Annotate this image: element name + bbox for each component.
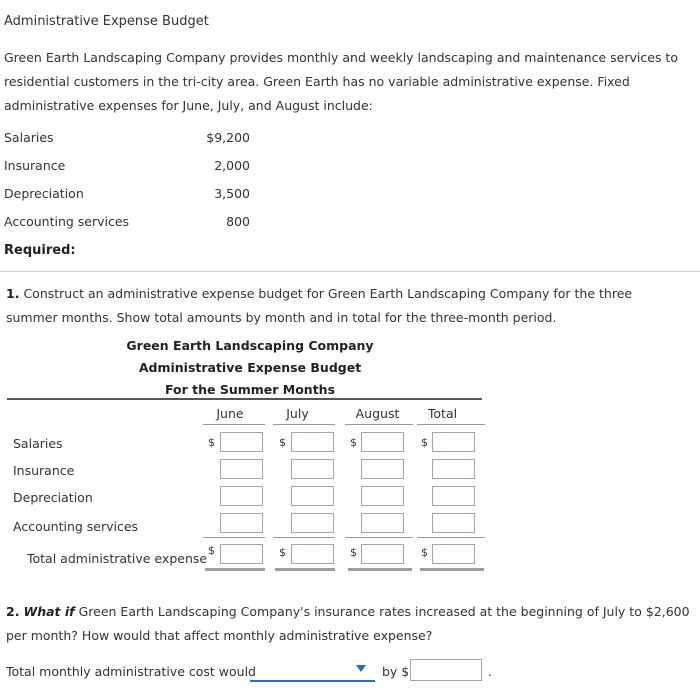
column-rule-june [203,424,265,425]
total-double-rule [348,568,412,571]
dollar-sign: $ [421,546,428,559]
depreciation-july-input[interactable] [291,486,334,506]
total-double-rule [275,568,335,571]
effect-dropdown[interactable] [250,680,375,682]
question-1 [6,282,686,330]
expense-value-accounting: 800 [226,214,250,229]
column-total: Total [427,406,458,421]
trailing-period: . [488,664,492,679]
question-2-what-if: What if [23,604,75,619]
column-august: August [355,406,400,421]
column-rule-august [345,424,413,425]
subtotal-rule [417,537,485,538]
expense-label-salaries: Salaries [4,130,54,145]
question-1-text: Construct an administrative expense budget for Green Earth Landscaping Company for the three summer months. Show total amounts by month and in total for the three-month period. [6,286,633,325]
accounting-june-input[interactable] [220,513,263,533]
insurance-august-input[interactable] [361,459,404,479]
depreciation-june-input[interactable] [220,486,263,506]
subtotal-rule [203,537,265,538]
change-amount-input[interactable] [410,659,482,681]
row-label-accounting: Accounting services [13,519,139,534]
column-june: June [216,406,244,421]
dollar-sign: $ [208,544,215,557]
row-label-salaries: Salaries [13,436,63,451]
row-label-depreciation: Depreciation [13,490,93,505]
salaries-total-input[interactable] [432,432,475,452]
answer-prefix: Total monthly administrative cost would [6,664,256,679]
question-2 [6,600,696,648]
total-july-input[interactable] [291,544,334,564]
column-rule-total [417,424,485,425]
expense-value-salaries: $9,200 [206,130,250,145]
subtotal-rule [345,537,413,538]
total-double-rule [420,568,484,571]
salaries-june-input[interactable] [220,432,263,452]
total-june-input[interactable] [220,544,263,564]
budget-company-name: Green Earth Landscaping Company [126,338,374,353]
chevron-down-icon[interactable] [356,665,366,672]
question-1-number: 1. [6,286,20,301]
insurance-total-input[interactable] [432,459,475,479]
table-header-rule [7,398,482,400]
expense-label-insurance: Insurance [4,158,66,173]
total-august-input[interactable] [361,544,404,564]
expense-label-depreciation: Depreciation [4,186,84,201]
accounting-total-input[interactable] [432,513,475,533]
expense-value-insurance: 2,000 [214,158,250,173]
budget-heading: Administrative Expense Budget [138,360,362,375]
row-label-total: Total administrative expense [27,551,208,566]
subtotal-rule [273,537,335,538]
accounting-august-input[interactable] [361,513,404,533]
row-label-insurance: Insurance [13,463,75,478]
dollar-sign: $ [208,436,215,449]
salaries-august-input[interactable] [361,432,404,452]
total-total-input[interactable] [432,544,475,564]
section-divider [0,271,700,272]
depreciation-total-input[interactable] [432,486,475,506]
depreciation-august-input[interactable] [361,486,404,506]
accounting-july-input[interactable] [291,513,334,533]
required-heading: Required: [4,243,76,258]
dollar-sign: $ [279,436,286,449]
dollar-sign: $ [279,546,286,559]
question-2-number: 2. [6,604,20,619]
total-double-rule [205,568,265,571]
dollar-sign: $ [350,436,357,449]
expense-label-accounting: Accounting services [4,214,130,229]
column-rule-july [273,424,335,425]
problem-intro: Green Earth Landscaping Company provides monthly and weekly landscaping and maintenance services to residential customers in the tri-city area. Green Earth has no variable administrative expense. Fixed administrative expenses for June, July, and August include: [4,50,678,113]
budget-period: For the Summer Months [164,382,336,397]
dollar-sign: $ [350,546,357,559]
column-july: July [286,406,309,421]
question-2-text: Green Earth Landscaping Company's insurance rates increased at the beginning of July to $2,600 per month? How would that affect monthly administrative expense? [6,604,690,643]
dollar-sign: $ [421,436,428,449]
insurance-july-input[interactable] [291,459,334,479]
by-label: by $ [382,664,410,679]
expense-value-depreciation: 3,500 [214,186,250,201]
page-title: Administrative Expense Budget [4,14,209,29]
insurance-june-input[interactable] [220,459,263,479]
salaries-july-input[interactable] [291,432,334,452]
